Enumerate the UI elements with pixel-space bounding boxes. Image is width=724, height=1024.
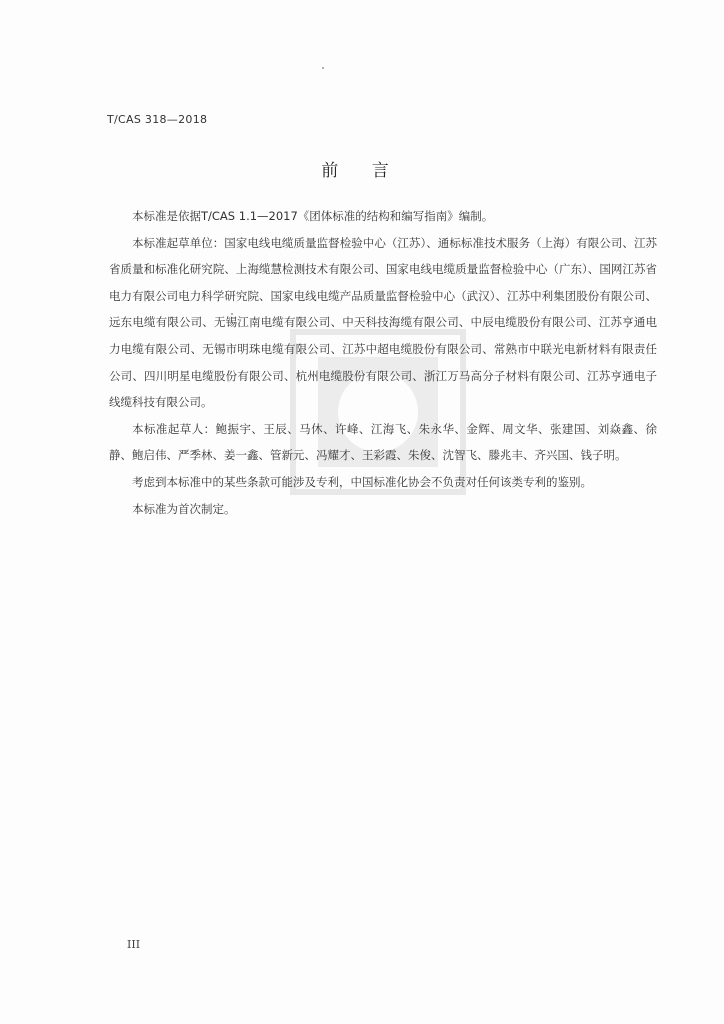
page-title: 前 言 (321, 161, 403, 181)
page-number: III (127, 938, 141, 951)
scan-speck (322, 67, 324, 69)
standard-code: T/CAS 318—2018 (107, 113, 208, 126)
preface-paragraph: 本标准起草单位：国家电线电缆质量监督检验中心（江苏）、通标标准技术服务（上海）有限公司、江苏省质量和标准化研究院、上海缆慧检测技术有限公司、国家电线电缆质量监督检验中心（广东）、国网江苏省电力有限公司电力科学研究院、国家电线电缆产品质量监督检验中心（武汉）、江苏中利集团股份有限公司、远东电缆有限公司、无锡江南电缆有限公司、中天科技海缆有限公司、中辰电缆股份有限公司、江苏亨通电力电缆有限公司、无锡市明珠电缆有限公司、江苏中超电缆股份有限公司、常熟市中联光电新材料有限责任公司、四川明星电缆股份有限公司、杭州电缆股份有限公司、浙江万马高分子材料有限公司、江苏亨通电子线缆科技有限公司。 (109, 235, 657, 410)
preface-paragraph: 本标准为首次制定。 (132, 501, 236, 516)
preface-paragraph: 本标准起草人：鲍振宇、王辰、马休、许峰、江海飞、朱永华、金辉、周文华、张建国、刘焱鑫、徐静、鲍启伟、严季林、姜一鑫、管新元、冯耀才、王彩霞、朱俊、沈智飞、滕兆丰、齐兴国、钱子明。 (109, 421, 657, 463)
preface-paragraph: 考虑到本标准中的某些条款可能涉及专利，中国标准化协会不负责对任何该类专利的鉴别。 (132, 474, 592, 489)
preface-paragraph: 本标准是依据T/CAS 1.1—2017《团体标准的结构和编写指南》编制。 (132, 209, 494, 223)
preface-body (109, 203, 657, 522)
